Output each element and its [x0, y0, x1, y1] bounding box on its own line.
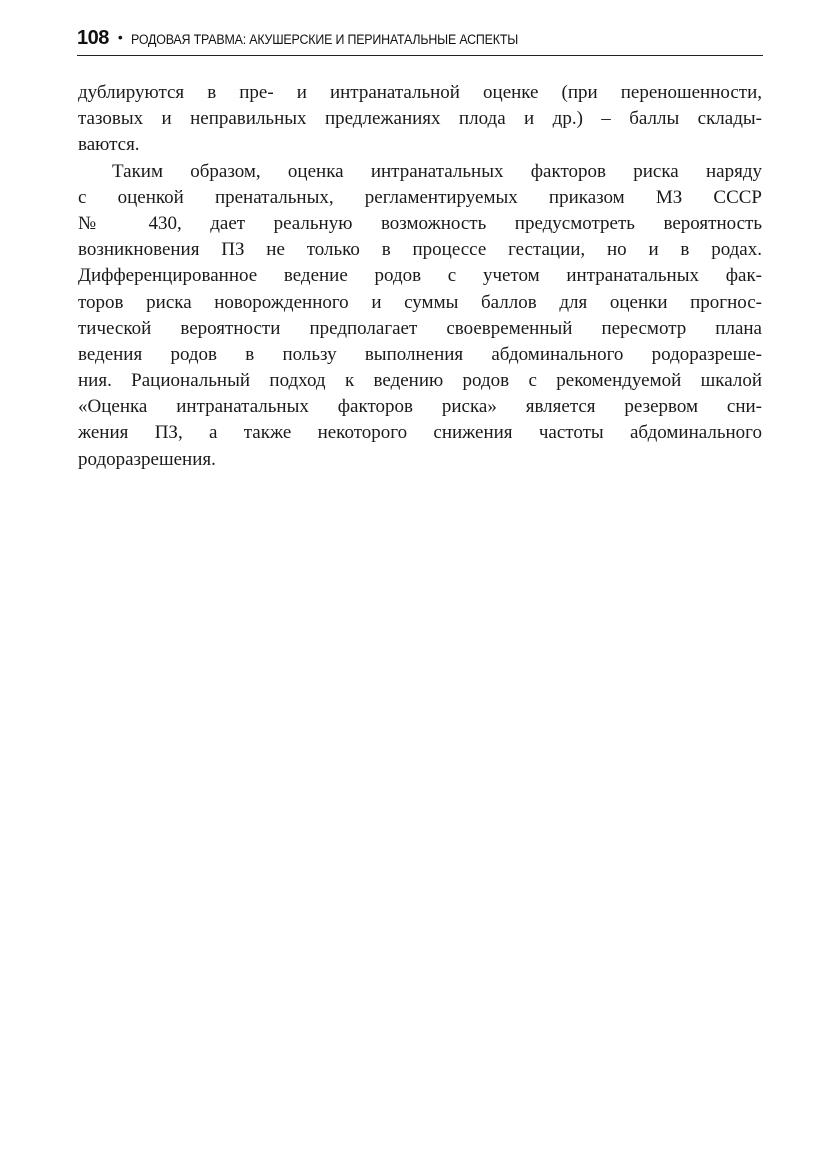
text-line: «Оценка интранатальных факторов риска» является резервом сни- [78, 396, 762, 418]
text-line: ваются. [78, 134, 140, 156]
text-line: с оценкой пренатальных, регламентируемых приказом МЗ СССР [78, 186, 762, 208]
text-line: тазовых и неправильных предлежаниях плода и др.) – баллы склады- [78, 108, 762, 130]
text-line: ведения родов в пользу выполнения абдоминального родоразреше- [78, 343, 762, 365]
text-line: № 430, дает реальную возможность предусмотреть вероятность [78, 212, 762, 234]
page-number: 108 [77, 27, 109, 49]
running-title: РОДОВАЯ ТРАВМА: АКУШЕРСКИЕ И ПЕРИНАТАЛЬНЫЕ АСПЕКТЫ [130, 32, 518, 47]
text-line: родоразрешения. [78, 448, 216, 470]
header-rule [77, 55, 763, 56]
body-text [78, 80, 762, 473]
text-line: возникновения ПЗ не только в процессе гестации, но и в родах. [78, 239, 762, 261]
text-line: торов риска новорожденного и суммы баллов для оценки прогнос- [78, 291, 762, 313]
text-line: жения ПЗ, а также некоторого снижения частоты абдоминального [78, 422, 762, 444]
text-line: ния. Рациональный подход к ведению родов с рекомендуемой шкалой [78, 370, 762, 392]
paragraph-1 [78, 80, 762, 159]
paragraph-2 [78, 159, 762, 473]
text-line: Таким образом, оценка интранатальных факторов риска наряду [112, 160, 762, 182]
text-line: тической вероятности предполагает своевременный пересмотр плана [78, 317, 762, 339]
text-line: дублируются в пре- и интранатальной оценке (при переношенности, [78, 82, 762, 103]
text-line: Дифференцированное ведение родов с учетом интранатальных фак- [78, 265, 762, 287]
running-header [77, 27, 763, 53]
header-bullet: • [117, 29, 123, 45]
